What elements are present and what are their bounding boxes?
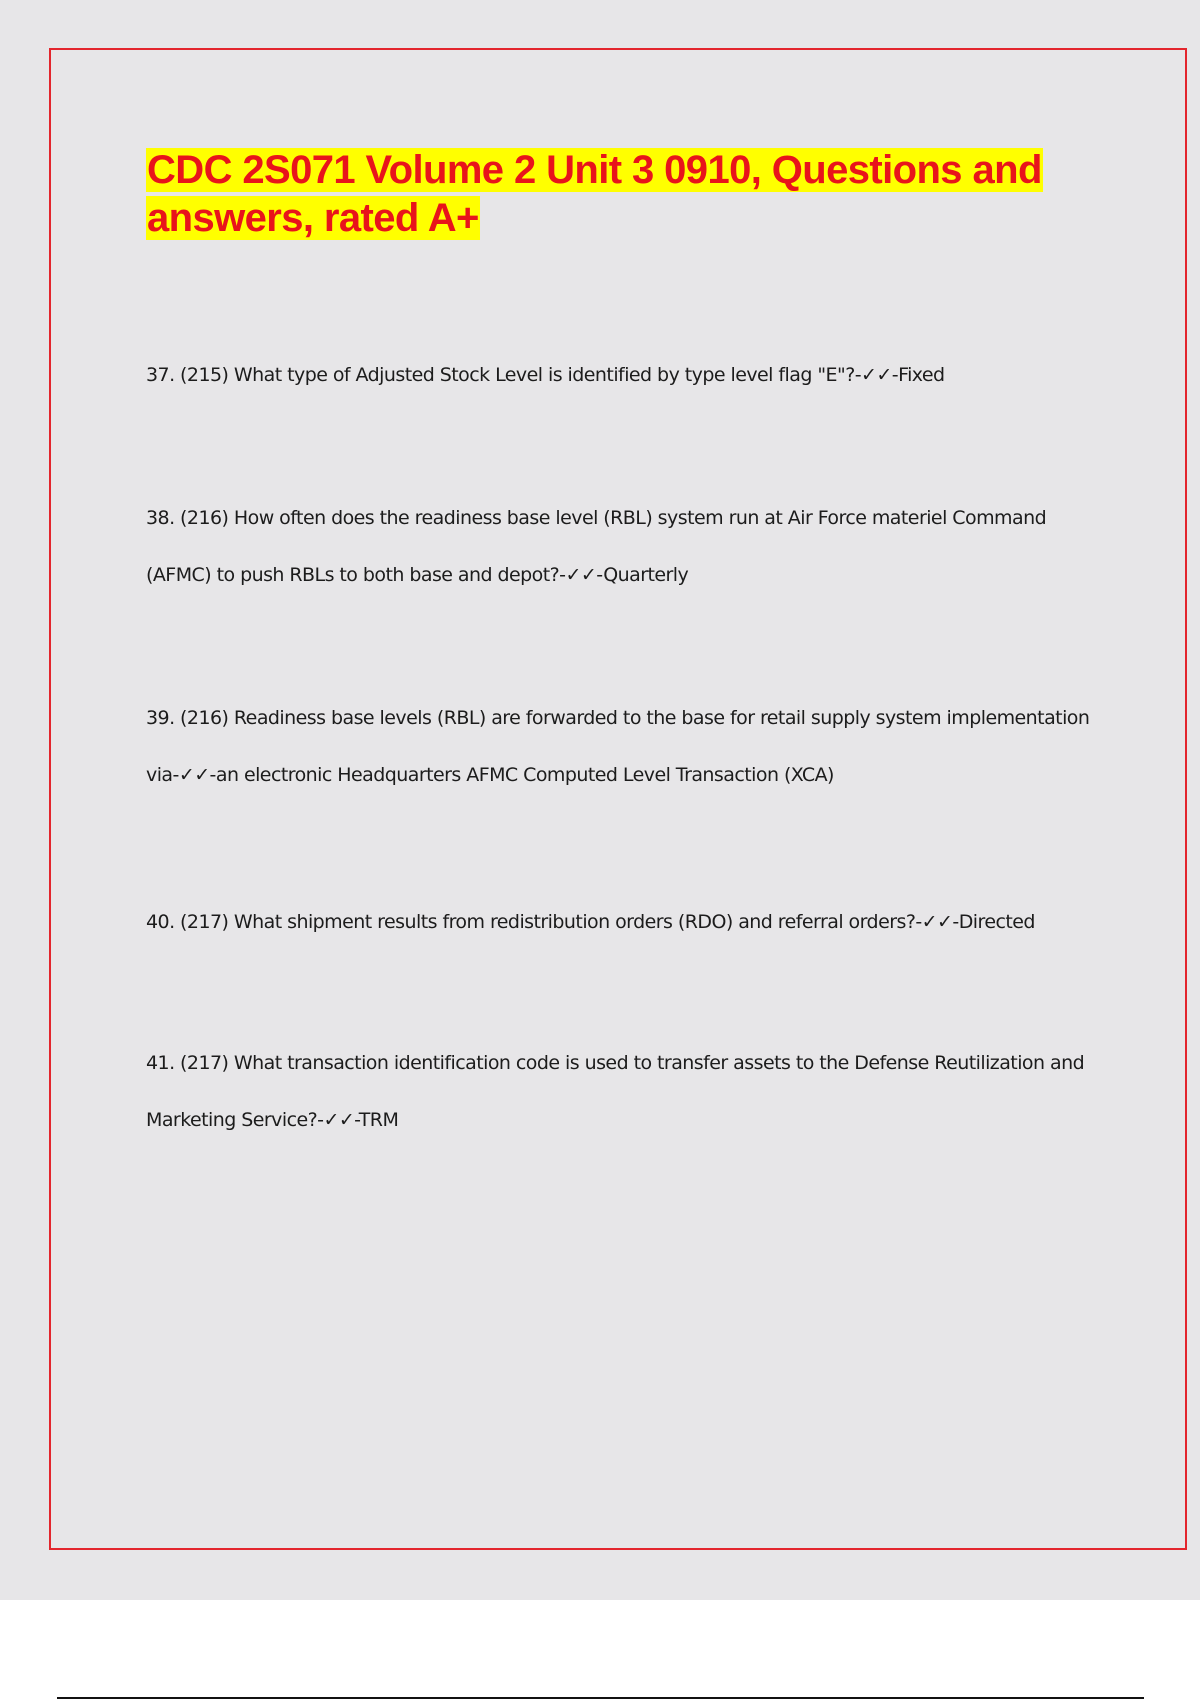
question-38: 38. (216) How often does the readiness base level (RBL) system run at Air Force materiel Command (AFMC) to push RBLs to both base and depot?-✓✓-Quarterly (146, 507, 1047, 586)
question-39: 39. (216) Readiness base levels (RBL) are forwarded to the base for retail supply system implementation via-✓✓-an electronic Headquarters AFMC Computed Level Transaction (XCA) (146, 707, 1090, 786)
question-37: 37. (215) What type of Adjusted Stock Level is identified by type level flag "E"?-✓✓-Fixed (146, 364, 945, 386)
title-text: CDC 2S071 Volume 2 Unit 3 0910, Questions and answers, rated A+ (147, 148, 1042, 240)
question-40: 40. (217) What shipment results from redistribution orders (RDO) and referral orders?-✓✓-Directed (146, 911, 1035, 933)
document-title (146, 146, 1106, 242)
question-41: 41. (217) What transaction identification code is used to transfer assets to the Defense Reutilization and Marketing Service?-✓✓-TRM (146, 1052, 1085, 1131)
bottom-divider (57, 1697, 1144, 1699)
